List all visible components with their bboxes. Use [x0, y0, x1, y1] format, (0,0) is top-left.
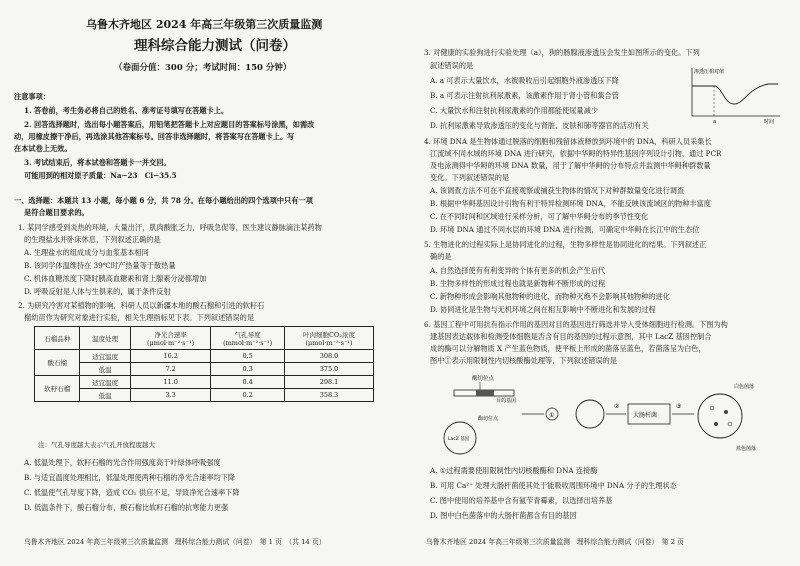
exam-title: 理科综合能力测试（问卷）: [134, 38, 296, 54]
q3-stem: 叙述错误的是: [430, 61, 474, 70]
white-colony: [710, 406, 714, 410]
petri-dish: [698, 394, 742, 438]
gene-engineering-diagram: [432, 370, 772, 462]
q5-stem: 确的是: [430, 252, 452, 261]
notice-head: 注意事项：: [14, 92, 50, 101]
q1-option-c: C. 机体血糖浓度下降时胰高血糖素和肾上腺素分泌都增加: [24, 274, 207, 283]
q2-stem: 榴幼苗作为研究对象进行实验，相关生理指标见下表。下列叙述错误的是: [24, 313, 255, 322]
osmotic-pressure-chart: [680, 64, 784, 124]
q3-option-a: A. a 可表示大量饮水，水被吸收后引起细胞外液渗透压下降: [430, 76, 619, 85]
table-header-row: [35, 327, 374, 350]
q6-option-c: C. 图中使用的培养基中含有氨苄青霉素，以选择出培养基: [430, 496, 613, 505]
q2-option-b: B. 与适宜温度处理相比，低温处理使两种石榴的净光合速率均下降: [24, 473, 236, 482]
q1-option-a: A. 生理盐水的组成成分与血浆基本相同: [24, 248, 149, 257]
table-cell: 酸石榴: [35, 350, 80, 376]
table-cell: 3.3: [130, 389, 210, 402]
notice-line: 动，用橡皮擦干净后，再选涂其他答案标号。回答非选择题时，将答案写在答题卡上。写: [14, 132, 295, 141]
q3-stem: 3. 对健康的实验狗进行实验处理（a），狗的肠腺液渗透压会发生如图所示的变化。下列: [424, 48, 700, 57]
table-row: [35, 350, 374, 363]
table-note: 注：气孔导度越大表示气孔开放程度越大: [38, 441, 155, 449]
q2-option-d: D. 低温条件下，酸石榴分布，酸石榴比软籽石榴的抗寒能力更强: [24, 503, 229, 512]
table-cell: 0.2: [211, 389, 285, 402]
q6-stem: 成的酶可以分解物质 X 产生蓝色物质，使平板上形成的菌落呈蓝色，若菌落呈为白色，: [430, 344, 706, 353]
step-3-label: ③: [676, 403, 682, 410]
q4-option-c: C. 在不同时间和区域进行采样分析，可了解中华鲟分布的季节性变化: [430, 212, 649, 221]
q5-option-d: D. 协同进化是生物与无机环境之间在相互影响中不断进化和发展的过程: [430, 305, 656, 314]
notice-line: 1. 答卷前，考生务必将自己的姓名、准考证号填写在答题卡上。: [24, 106, 229, 115]
table-cell: 11.0: [130, 376, 210, 389]
q1-option-d: D. 呼吸反射是人体与生俱来的，属于条件反射: [24, 287, 171, 296]
q5-stem: 5. 生物进化的过程实际上是协同进化的过程，生物多样性是协同进化的结果。下列叙述正: [424, 240, 707, 249]
table-cell: 软籽石榴: [35, 376, 80, 402]
section-heading: 一、选择题：本题共 13 小题，每小题 6 分，共 78 分。在每小题给出的四个选项中只有一项: [14, 196, 313, 205]
data-table: [34, 326, 374, 402]
q3-option-b: B. a 可表示注射抗利尿激素，该激素作用于肾小管和集合管: [430, 91, 619, 100]
q6-stem: 6. 基因工程中可用抗有指示作用的基因对目的基因进行筛选并导入受体细胞进行检测。下图为构: [424, 320, 728, 329]
q3-option-d: D. 抗利尿激素导致渗透压的变化与肾脏、皮肤和肺等器官的活动有关: [430, 121, 649, 130]
table-cell: 7.2: [130, 363, 210, 376]
q6-option-d: D. 图中白色菌落中的大肠杆菌都含有目的基因: [430, 511, 577, 520]
q6-stem: 图中①表示用限制性内切核酸酶处理等，下列叙述错误的是: [430, 356, 617, 365]
section-heading: 是符合题目要求的。: [24, 208, 89, 217]
white-colony: [728, 422, 732, 426]
q4-option-a: A. 该调查方法不可在不直接观察或捕获生物体的情况下对种群数量变化进行调查: [430, 186, 685, 195]
notice-line: 在本试卷上无效。: [14, 144, 72, 153]
q1-option-b: B. 该同学体温维持在 39℃时产热量等于散热量: [24, 261, 176, 270]
q4-option-d: D. 环境 DNA 通过不同水层的环境 DNA 进行检测，可确定中华鲟在长江中的生态位: [430, 225, 700, 234]
y-axis-label: 渗透压相对值: [694, 69, 725, 75]
table-cell: 358.3: [285, 389, 374, 402]
enzyme-site-label-2: 酶切位点: [478, 416, 499, 422]
q4-option-b: B. 根据中华鲟基因设计引物有利于特异检测环境 DNA，不能反映该流域区的物种丰富度: [430, 199, 711, 208]
ecoli-label: 大肠杆菌: [633, 412, 658, 419]
table-cell: 适宜温度: [80, 376, 131, 389]
page-right: [418, 0, 790, 566]
table-cell: 298.1: [285, 376, 374, 389]
table-row: [35, 376, 374, 389]
blue-colony-label: 蓝色菌落: [736, 446, 757, 452]
table-cell: 0.5: [211, 350, 285, 363]
q4-stem: 江流域不同水域的环境 DNA 进行研究，依据中华鲟的特异性基因序列设计引物，通过 PCR: [430, 149, 722, 158]
table-cell: 308.0: [285, 350, 374, 363]
q2-stem: 2. 为研究冷害对某植物的影响，科研人员以新疆本地的酸石榴和引进的软籽石: [18, 301, 265, 310]
step-2-label: ②: [614, 403, 620, 410]
q5-option-c: C. 新物种形成会影响其他物种的进化，而物种灭绝不会影响其他物种的进化: [430, 292, 670, 301]
target-gene-segment: [476, 390, 494, 396]
blue-colony: [724, 410, 728, 414]
lacz-label: LacZ 基因: [448, 437, 470, 442]
x-axis-label: 时间: [764, 119, 775, 124]
table-cell: 16.2: [130, 350, 210, 363]
table-cell: 0.4: [211, 376, 285, 389]
marker-label: a: [713, 119, 717, 124]
page-left: [14, 0, 402, 566]
table-cell: 375.0: [285, 363, 374, 376]
table-header: 温度处理: [80, 327, 131, 350]
osmotic-curve: [692, 84, 778, 104]
table-cell: 低温: [80, 363, 131, 376]
page-footer: 乌鲁木齐地区 2024 年高三年级第三次质量监测 理科综合能力测试（问卷） 第 1 页 （共 14 页）: [24, 538, 326, 546]
q4-stem: 变化。下列叙述错误的是: [430, 173, 510, 182]
white-colony-label: 白色菌落: [734, 384, 755, 390]
table-cell: 适宜温度: [80, 350, 131, 363]
table-header: 净光合速率(μmol·m⁻²·s⁻¹): [130, 327, 210, 350]
table-row: [35, 363, 374, 376]
q2-option-c: C. 低温使气孔导度下降，造成 CO₂ 供应不足，导致净光合速率下降: [24, 488, 240, 497]
notice-line: 2. 回答选择题时，选出每小题答案后，用铅笔把答题卡上对应题目的答案标号涂黑，如需改: [24, 120, 315, 129]
notice-line: 3. 考试结束后，将本试卷和答题卡一并交回。: [24, 158, 171, 167]
table-header: 石榴品种: [35, 327, 80, 350]
step-1-label: ①: [549, 412, 555, 419]
blue-colony: [714, 422, 718, 426]
enzyme-site-label: 酶切位点: [472, 376, 495, 382]
q5-option-a: A. 自然选择使有有利变异的个体有更多的机会产生后代: [430, 266, 606, 275]
header-title: 乌鲁木齐地区 2024 年高三年级第三次质量监测: [86, 18, 323, 31]
recombinant-plasmid: [576, 400, 604, 428]
table-cell: 0.3: [211, 363, 285, 376]
table-row: [35, 389, 374, 402]
q4-stem: 及电泳测得中华鲟的环境 DNA 数量，用于了解中华鲟的分布特点并监测中华鲟种群数量: [430, 161, 711, 170]
q5-option-b: B. 生物多样性的形成过程也就是新物种不断形成的过程: [430, 279, 606, 288]
page-footer: 乌鲁木齐地区 2024 年高三年级第三次质量监测 理科综合能力测试（问卷） 第 2 页: [426, 538, 684, 546]
atomic-mass: 可能用到的相对原子质量：Na−23 Cl−35.5: [24, 171, 177, 180]
q4-stem: 4. 环境 DNA 是生物体通过脱落的细胞和残留体液释放到环境中的 DNA，科研人员采集长: [424, 137, 712, 146]
q1-stem: 1. 某同学感受到炎热的环境，大量出汗，肌肉酸胀乏力，呼吸急促等，医生建议静脉滴注某药物: [18, 223, 322, 232]
q1-stem: 的生理盐水并卧床休息，下列叙述正确的是: [24, 235, 161, 244]
exam-meta: （卷面分值：300 分；考试时间：150 分钟）: [114, 63, 292, 73]
table-header: 气孔导度(mmol·m⁻²·s⁻¹): [211, 327, 285, 350]
q6-stem: 建基因表达载体和检测受体细胞是否含有目的基因的过程示意图，其中 LacZ 基因控制合: [430, 332, 712, 341]
q3-option-c: C. 大量饮水和注射抗利尿激素的作用都能使尿量减少: [430, 106, 598, 115]
q6-option-a: A. ①过程需要使用限制性内切核酸酶和 DNA 连接酶: [430, 466, 598, 475]
table-cell: 低温: [80, 389, 131, 402]
q6-option-b: B. 可用 Ca²⁺ 处理大肠杆菌使其处于能吸收周围环境中 DNA 分子的生理状态: [430, 481, 677, 490]
q2-option-a: A. 低温处理下，软籽石榴的光合作用强度高于叶绿体呼吸强度: [24, 458, 221, 467]
table-header: 叶肉细胞CO₂浓度(μmol·m⁻²·s⁻¹): [285, 327, 374, 350]
target-gene-label: 目的基因: [496, 398, 517, 404]
